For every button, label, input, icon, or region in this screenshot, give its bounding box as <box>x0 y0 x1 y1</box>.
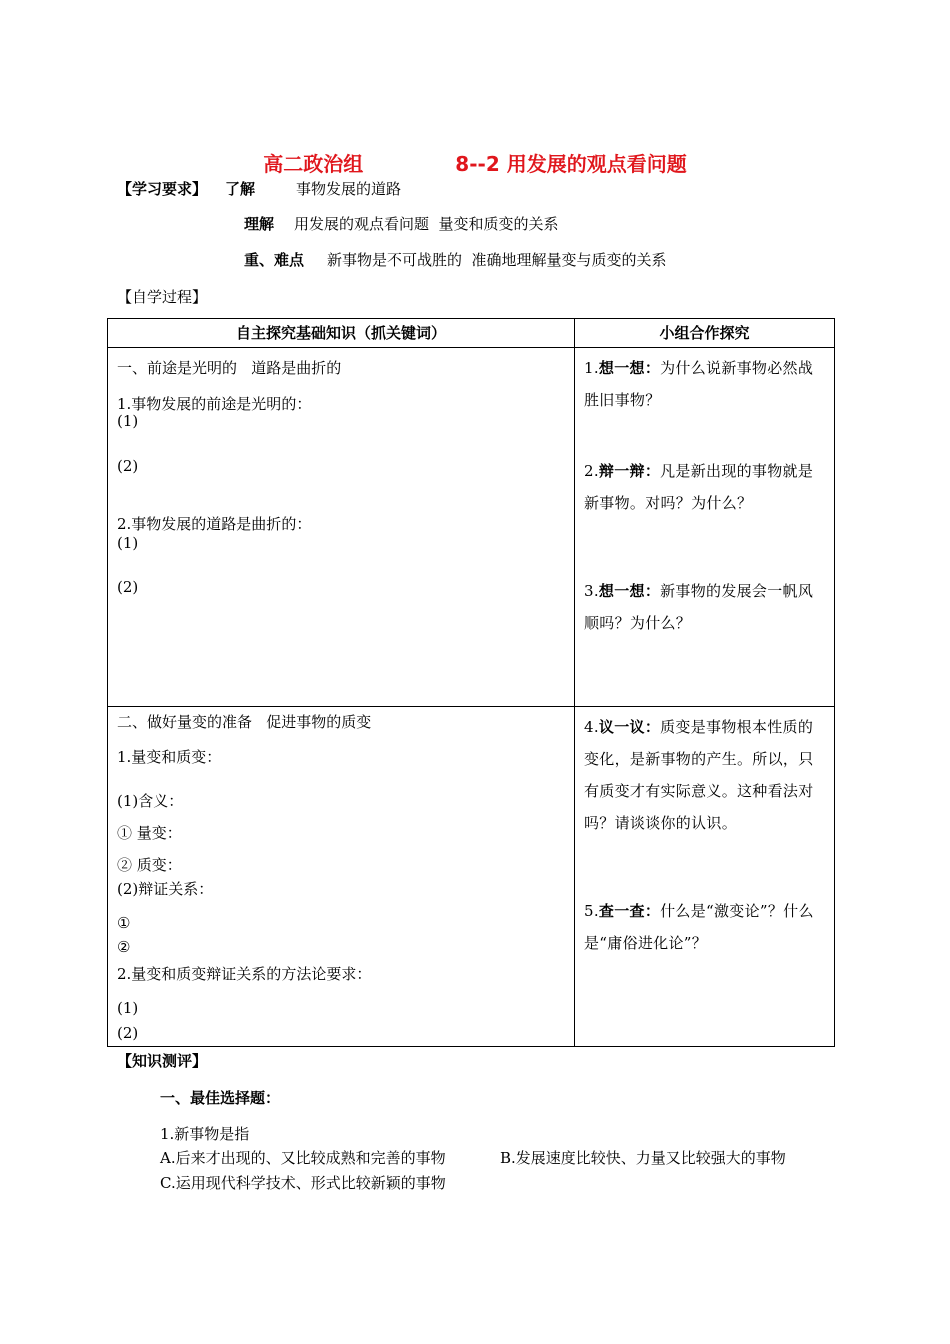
section2-heading: 二、做好量变的准备 促进事物的质变 <box>117 713 372 731</box>
study-table <box>107 318 835 1047</box>
question-3 <box>584 575 826 639</box>
question-3-text: 新事物的发展会一帆风顺吗？为什么？ <box>584 582 814 632</box>
questions-cell-1 <box>575 348 835 707</box>
question-2 <box>584 455 826 519</box>
section2-item2: 2.量变和质变辩证关系的方法论要求： <box>117 965 372 983</box>
question-1-label: 想一想： <box>598 359 661 377</box>
title-lesson: 8--2 用发展的观点看问题 <box>455 152 687 176</box>
key-text: 新事物是不可战胜的 准确地理解量变与质变的关系 <box>327 251 667 269</box>
section1-item2: 2.事物发展的道路是曲折的： <box>117 515 312 533</box>
question-2-num: 2. <box>584 462 599 480</box>
comprehend-text: 用发展的观点看问题 量变和质变的关系 <box>294 215 559 233</box>
section2-sub2-a: ① <box>117 914 131 932</box>
evaluation-label: 【知识测评】 <box>117 1052 208 1070</box>
section2-sub1-a: ① 量变： <box>117 824 182 842</box>
comprehend-label: 理解 <box>244 215 275 233</box>
title-group: 高二政治组 <box>263 152 364 176</box>
question-1 <box>584 352 826 416</box>
option-b: B.发展速度比较快、力量又比较强大的事物 <box>500 1149 786 1167</box>
understand-text: 事物发展的道路 <box>296 180 402 198</box>
question-1-stem: 1.新事物是指 <box>160 1125 250 1143</box>
option-c: C.运用现代科学技术、形式比较新颖的事物 <box>160 1174 446 1192</box>
question-5-num: 5. <box>584 902 599 920</box>
section1-item2-b: (2) <box>117 578 139 596</box>
question-5-text: 什么是“激变论”？什么是“庸俗进化论”？ <box>584 902 814 952</box>
question-1-num: 1. <box>584 359 599 377</box>
question-5-label: 查一查： <box>598 902 661 920</box>
section1-heading: 一、前途是光明的 道路是曲折的 <box>117 359 342 377</box>
question-3-num: 3. <box>584 582 599 600</box>
section2-item1: 1.量变和质变： <box>117 748 222 766</box>
question-2-text: 凡是新出现的事物就是新事物。对吗？为什么？ <box>584 462 814 512</box>
questions-cell-2 <box>575 707 835 1047</box>
table-header-left: 自主探究基础知识（抓关键词） <box>108 319 575 348</box>
evaluation-section: 一、最佳选择题： <box>160 1089 281 1107</box>
question-4 <box>584 711 826 839</box>
question-4-text: 质变是事物根本性质的变化，是新事物的产生。所以，只有质变才有实际意义。这种看法对吗？请谈谈你的认识。 <box>584 718 814 832</box>
table-header-right: 小组合作探究 <box>575 319 835 348</box>
section1-item1-b: (2) <box>117 457 139 475</box>
section1-item1: 1.事物发展的前途是光明的： <box>117 395 312 413</box>
question-5 <box>584 895 826 959</box>
section1-item2-a: (1) <box>117 534 139 552</box>
section2-sub2-b: ② <box>117 938 131 956</box>
section2-item2-b: (2) <box>117 1024 139 1042</box>
section1-item1-a: (1) <box>117 412 139 430</box>
question-1-text: 为什么说新事物必然战胜旧事物？ <box>584 359 814 409</box>
page-title <box>0 148 950 177</box>
section2-sub2: (2)辩证关系： <box>117 880 214 898</box>
section2-cell <box>108 707 575 1047</box>
section2-item2-a: (1) <box>117 999 139 1017</box>
question-2-label: 辩一辩： <box>598 462 661 480</box>
key-label: 重、难点 <box>244 251 305 269</box>
section1-cell <box>108 348 575 707</box>
self-study-label: 【自学过程】 <box>117 288 208 306</box>
understand-label: 了解 <box>225 180 256 198</box>
requirements-label: 【学习要求】 <box>117 180 208 198</box>
question-4-num: 4. <box>584 718 599 736</box>
section2-sub1: (1)含义： <box>117 792 184 810</box>
option-a: A.后来才出现的、又比较成熟和完善的事物 <box>160 1149 446 1167</box>
question-3-label: 想一想： <box>598 582 661 600</box>
question-4-label: 议一议： <box>598 718 661 736</box>
section2-sub1-b: ② 质变： <box>117 856 182 874</box>
